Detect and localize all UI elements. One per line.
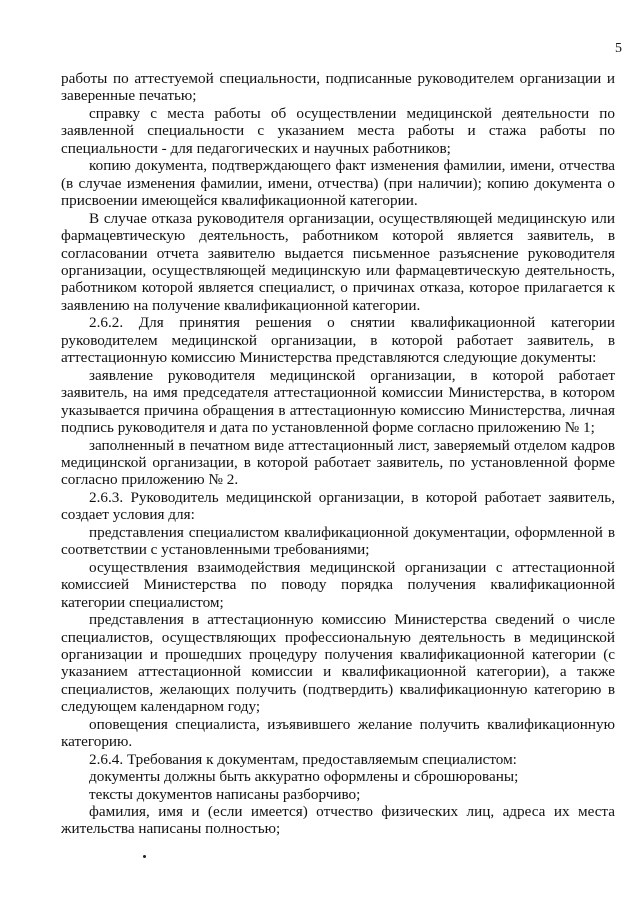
section-2-6-3: 2.6.3. Руководитель медицинской организации, в которой работает заявитель, создает условия для: (61, 488, 615, 524)
paragraph: справку с места работы об осуществлении медицинской деятельности по заявленной специальности с указанием места работы и стажа работы по специальности - для педагогических и научных работников; (61, 104, 615, 157)
scan-speck (143, 855, 146, 858)
page-number: 5 (615, 41, 622, 56)
paragraph-continuation: работы по аттестуемой специальности, подписанные руководителем организации и заверенные печатью; (61, 70, 615, 105)
paragraph: документы должны быть аккуратно оформлены и сброшюрованы; (89, 768, 519, 786)
paragraph: копию документа, подтверждающего факт изменения фамилии, имени, отчества (в случае изменения фамилии, имени, отчества) (при наличии); копию документа о присвоении имеющейся квалификационной категории. (61, 157, 615, 210)
paragraph: представления специалистом квалификационной документации, оформленной в соответствии с установленными требованиями; (61, 523, 615, 559)
paragraph: В случае отказа руководителя организации, осуществляющей медицинскую или фармацевтическую деятельность, работником которой является заявитель, в согласовании отчета заявителю выдается письменное разъяснение руководителя организации, осуществляющей медицинскую или фармацевтическую деятельность, работником которой является специалист, о причинах отказа, которое прилагается к заявлению на получение квалификационной категории. (61, 209, 615, 314)
paragraph: осуществления взаимодействия медицинской организации с аттестационной комиссией Министерства по поводу порядка получения квалификационной категории специалистом; (61, 558, 615, 611)
paragraph: представления в аттестационную комиссию Министерства сведений о числе специалистов, осуществляющих профессиональную деятельность в медицинской организации и прошедших процедуру получения квалификационной категории (с указанием аттестационной комиссии и квалификационной категории), а также специалистов, желающих получить (подтвердить) квалификационную категорию в следующем календарном году; (61, 611, 615, 716)
paragraph: оповещения специалиста, изъявившего желание получить квалификационную категорию. (61, 715, 615, 751)
paragraph: тексты документов написаны разборчиво; (89, 785, 361, 803)
paragraph: заполненный в печатном виде аттестационный лист, заверяемый отделом кадров медицинской организации, в которой работает заявитель, по установленной форме согласно приложению № 2. (61, 436, 615, 489)
section-2-6-4: 2.6.4. Требования к документам, предоставляемым специалистом: (89, 750, 517, 768)
paragraph: фамилия, имя и (если имеется) отчество физических лиц, адреса их места жительства написаны полностью; (61, 803, 615, 838)
document-body (61, 70, 615, 838)
paragraph: заявление руководителя медицинской организации, в которой работает заявитель, на имя председателя аттестационной комиссии Министерства, в котором указывается причина обращения в аттестационную комиссию Министерства, личная подпись руководителя и дата по установленной форме согласно приложению № 1; (61, 366, 615, 437)
section-2-6-2: 2.6.2. Для принятия решения о снятии квалификационной категории руководителем медицинской организации, в которой работает заявитель, в аттестационную комиссию Министерства представляются следующие документы: (61, 314, 615, 367)
